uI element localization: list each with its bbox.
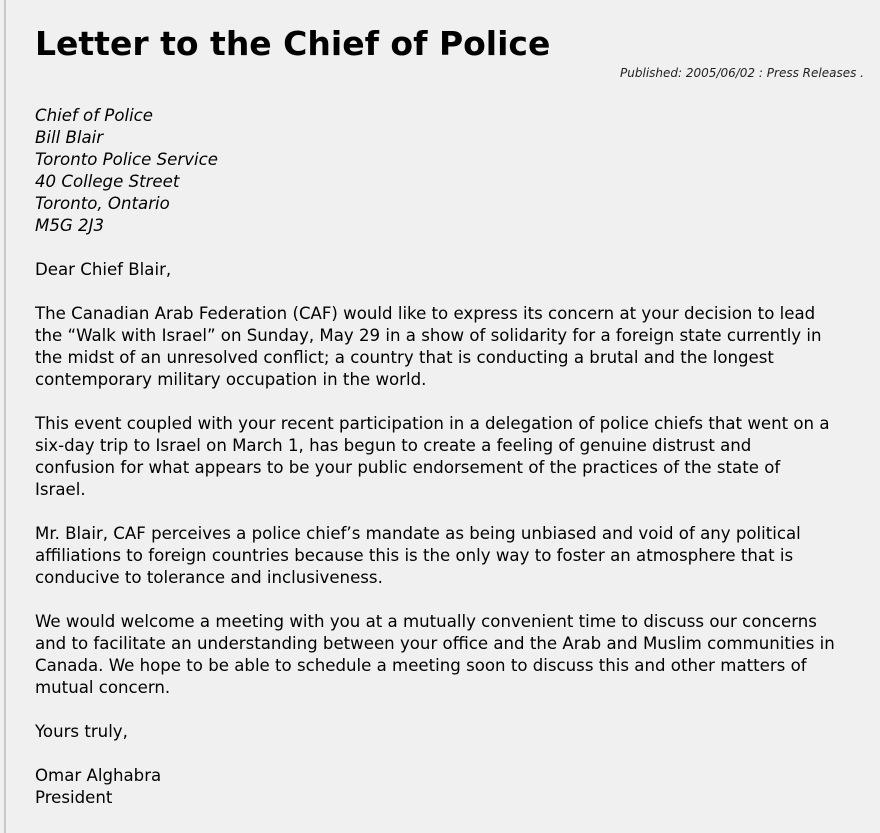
salutation: Dear Chief Blair, [35, 260, 172, 279]
letter-paragraph: The Canadian Arab Federation (CAF) would like to express its concern at your decision to lead the “Walk with Israel” on Sunday, May 29 in a show of solidarity for a foreign state currently in the midst of an unresolved conflict; a country that is conducting a brutal and the longest contemporary military occupation in the world. [35, 304, 822, 389]
category-label: Press Releases [766, 66, 857, 80]
signature-block [35, 765, 835, 809]
publication-meta [620, 65, 864, 81]
letter-paragraph: We would welcome a meeting with you at a mutually convenient time to discuss our concerns and to facilitate an understanding between your office and the Arab and Muslim communities in Canada. We hope to be able to schedule a meeting soon to discuss this and other matters of mutual concern. [35, 612, 835, 697]
address-line: Chief of Police [35, 106, 154, 125]
published-date: 2005/06/02 [685, 66, 756, 80]
address-line: Bill Blair [35, 128, 104, 147]
address-line: Toronto Police Service [35, 150, 218, 169]
letter-paragraph: This event coupled with your recent participation in a delegation of police chiefs that went on a six-day trip to Israel on March 1, has begun to create a feeling of genuine distrust and confusion for what appears to be your public endorsement of the practices of the state of Israel. [35, 414, 830, 499]
left-border-rule [4, 0, 6, 833]
address-line: Toronto, Ontario [35, 194, 170, 213]
signature-role: President [35, 788, 113, 807]
page-title: Letter to the Chief of Police [35, 24, 551, 63]
closing: Yours truly, [35, 722, 128, 741]
meta-separator: : [758, 66, 763, 80]
letter-paragraph: Mr. Blair, CAF perceives a police chief’s mandate as being unbiased and void of any political affiliations to foreign countries because this is the only way to foster an atmosphere that is conducive to tolerance and inclusiveness. [35, 524, 801, 587]
published-label: Published: [620, 66, 683, 80]
meta-end: . [860, 66, 864, 80]
letter-body [35, 105, 835, 831]
address-line: M5G 2J3 [35, 216, 105, 235]
recipient-address [35, 105, 835, 237]
address-line: 40 College Street [35, 172, 180, 191]
signature-name: Omar Alghabra [35, 766, 162, 785]
